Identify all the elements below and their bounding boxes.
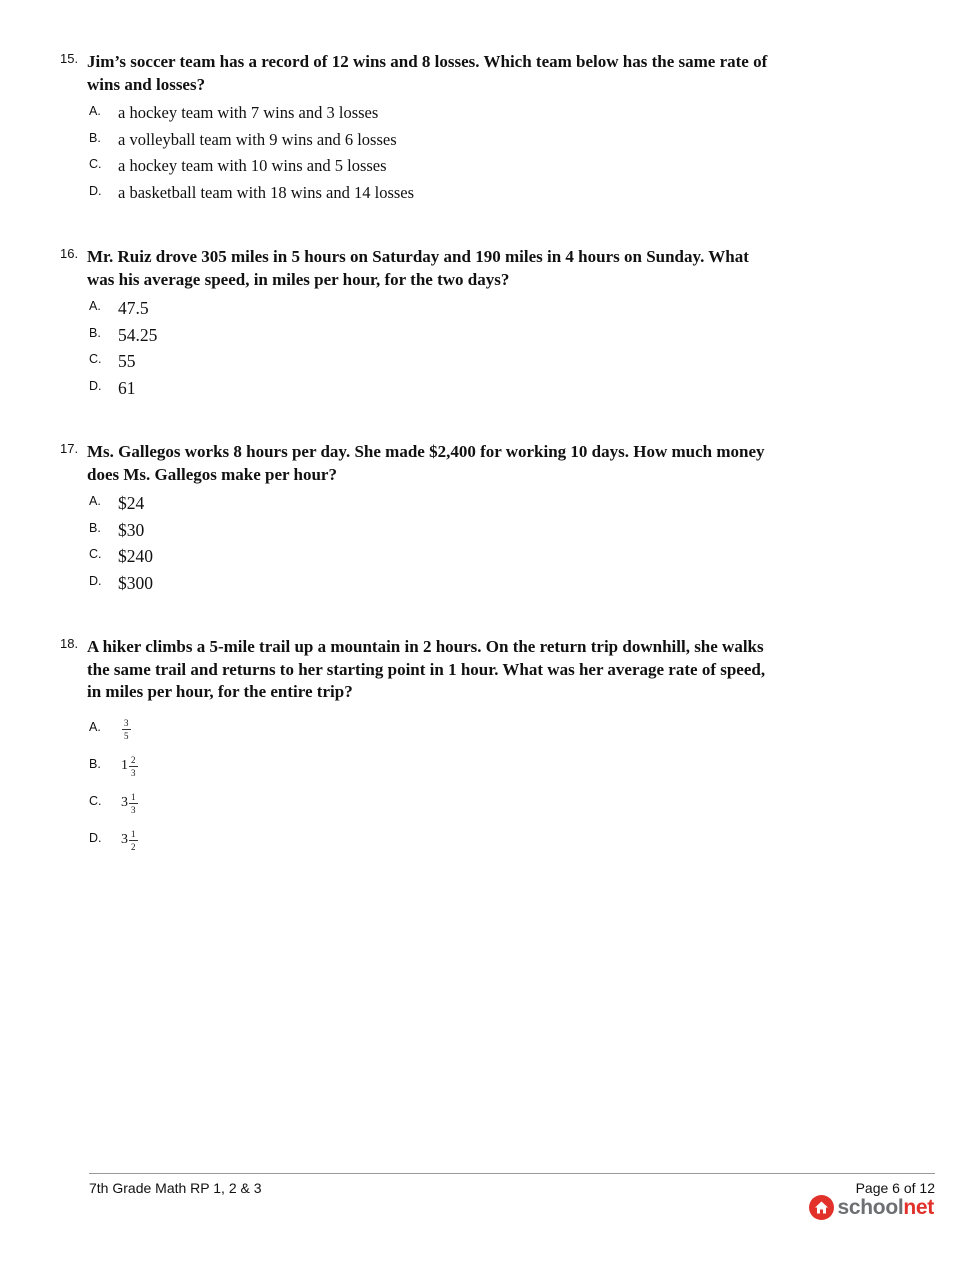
answer-choices xyxy=(89,297,780,404)
choice-text: $300 xyxy=(118,573,153,594)
answer-choices xyxy=(89,492,780,599)
choice-text: $30 xyxy=(118,519,145,540)
choice-letter: C. xyxy=(89,352,102,367)
choice-letter: B. xyxy=(89,520,101,535)
logo-main-text: school xyxy=(837,1195,904,1219)
logo-accent-text: net xyxy=(903,1195,934,1219)
answer-choice[interactable] xyxy=(89,828,780,872)
choice-text: $24 xyxy=(118,493,145,513)
question-number: 18. xyxy=(60,636,79,651)
answer-choice[interactable] xyxy=(89,155,780,182)
choice-text: a volleyball team with 9 wins and 6 losses xyxy=(118,129,397,149)
numerator: 2 xyxy=(131,754,136,765)
question-text: Jim’s soccer team has a record of 12 wins and 8 losses. Which team below has the same rate of wins and losses? xyxy=(87,52,768,94)
choice-text: 54.25 xyxy=(118,324,158,345)
choice-text: a hockey team with 7 wins and 3 losses xyxy=(118,103,379,122)
choice-letter: D. xyxy=(89,184,102,199)
mixed-number xyxy=(121,718,131,741)
question-number: 16. xyxy=(60,246,79,261)
mixed-number xyxy=(121,792,138,815)
numerator: 1 xyxy=(131,791,136,802)
answer-choice[interactable] xyxy=(89,129,780,156)
choice-letter: B. xyxy=(89,130,101,145)
answer-choice[interactable] xyxy=(89,182,780,209)
numerator: 3 xyxy=(124,717,129,728)
question-text: A hiker climbs a 5-mile trail up a mountain in 2 hours. On the return trip downhill, she walks the same trail and returns to her starting point in 1 hour. What was her average rate of speed, in miles per hour, for the entire trip? xyxy=(87,637,766,701)
choice-letter: A. xyxy=(89,104,101,118)
question-text: Mr. Ruiz drove 305 miles in 5 hours on Saturday and 190 miles in 4 hours on Sunday. What was his average speed, in miles per hour, for the two days? xyxy=(87,247,749,289)
denominator: 3 xyxy=(131,804,136,815)
fraction xyxy=(129,829,138,852)
footer-title: 7th Grade Math RP 1, 2 & 3 xyxy=(89,1180,262,1196)
answer-choice[interactable] xyxy=(89,350,780,377)
answer-choice[interactable] xyxy=(89,717,780,761)
choice-letter: C. xyxy=(89,547,102,562)
choice-text: $240 xyxy=(118,546,153,567)
fraction xyxy=(129,755,138,778)
numerator: 1 xyxy=(131,828,136,839)
answer-choices xyxy=(89,102,780,209)
question-18 xyxy=(60,636,780,872)
denominator: 2 xyxy=(131,841,136,852)
answer-choices xyxy=(89,717,780,872)
question-15 xyxy=(60,51,780,209)
page-indicator: Page 6 of 12 xyxy=(855,1180,935,1196)
whole-part: 1 xyxy=(121,758,128,773)
question-number: 17. xyxy=(60,441,79,456)
choice-letter: D. xyxy=(89,574,102,589)
whole-part: 3 xyxy=(121,795,128,810)
answer-choice[interactable] xyxy=(89,545,780,572)
whole-part: 3 xyxy=(121,832,128,847)
question-17 xyxy=(60,441,780,599)
answer-choice[interactable] xyxy=(89,754,780,798)
choice-letter: D. xyxy=(89,830,102,845)
choice-text: a basketball team with 18 wins and 14 losses xyxy=(118,183,415,203)
answer-choice[interactable] xyxy=(89,791,780,835)
mixed-number xyxy=(121,755,138,778)
answer-choice[interactable] xyxy=(89,492,780,519)
choice-text: a hockey team with 10 wins and 5 losses xyxy=(118,156,387,176)
choice-letter: C. xyxy=(89,157,102,172)
schoolnet-logo xyxy=(809,1195,935,1220)
choice-text: 55 xyxy=(118,351,136,372)
question-number: 15. xyxy=(60,51,79,66)
logo-wordmark xyxy=(838,1196,935,1220)
choice-letter: A. xyxy=(89,299,101,313)
fraction xyxy=(122,718,131,741)
answer-choice[interactable] xyxy=(89,572,780,599)
choice-text: 47.5 xyxy=(118,298,149,318)
choice-text: 61 xyxy=(118,378,136,399)
answer-choice[interactable] xyxy=(89,377,780,404)
choice-letter: B. xyxy=(89,756,101,771)
choice-letter: C. xyxy=(89,793,102,808)
question-text: Ms. Gallegos works 8 hours per day. She made $2,400 for working 10 days. How much money does Ms. Gallegos make per hour? xyxy=(87,442,765,484)
answer-choice[interactable] xyxy=(89,324,780,351)
choice-letter: A. xyxy=(89,494,101,508)
question-16 xyxy=(60,246,780,404)
answer-choice[interactable] xyxy=(89,102,780,129)
footer-divider xyxy=(89,1173,935,1174)
choice-letter: D. xyxy=(89,379,102,394)
mixed-number xyxy=(121,829,138,852)
answer-choice[interactable] xyxy=(89,297,780,324)
choice-letter: A. xyxy=(89,719,101,734)
choice-letter: B. xyxy=(89,325,101,340)
denominator: 5 xyxy=(124,730,129,741)
house-icon xyxy=(809,1195,834,1220)
answer-choice[interactable] xyxy=(89,519,780,546)
fraction xyxy=(129,792,138,815)
denominator: 3 xyxy=(131,767,136,778)
